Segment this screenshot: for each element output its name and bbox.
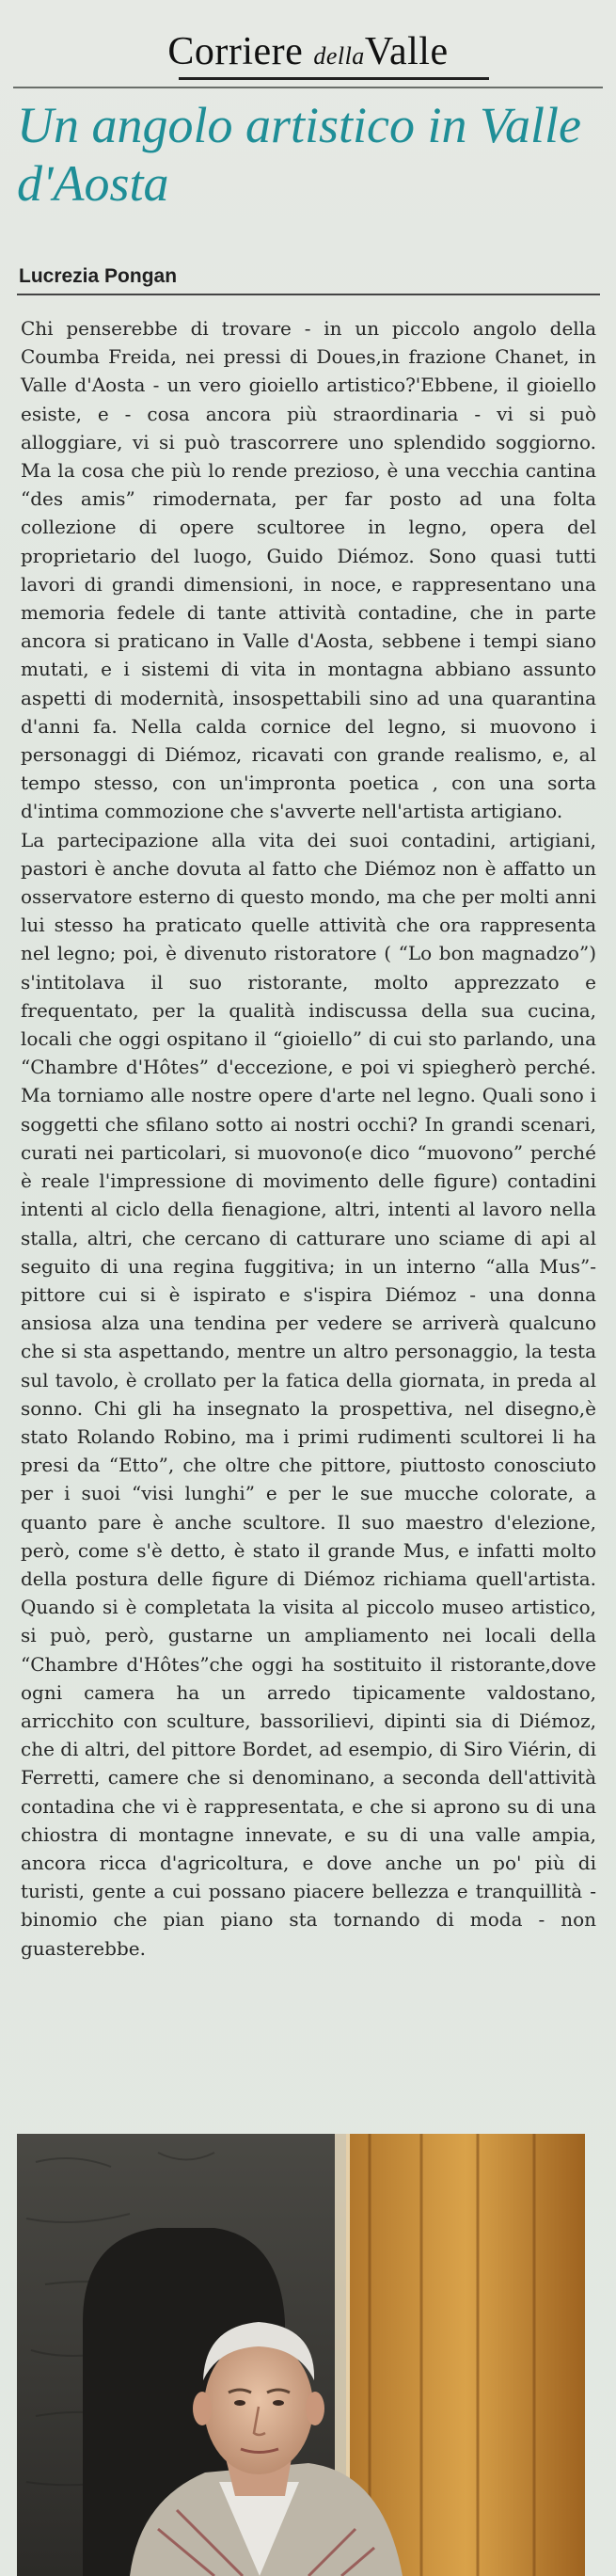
masthead-name-valle: Valle: [364, 30, 449, 73]
article-body: [21, 314, 596, 1963]
article-byline: Lucrezia Pongan: [19, 265, 178, 287]
masthead-name-corriere: Corriere: [167, 30, 314, 73]
byline-rule: [17, 294, 600, 295]
article-photo: [17, 2134, 585, 2576]
masthead-name-della: della: [313, 42, 365, 70]
top-divider: [13, 87, 603, 88]
article-paragraph-2: La partecipazione alla vita dei suoi contadini, artigiani, pastori è anche dovuta al fatto che Diémoz non è affatto un osservatore esterno di questo mondo, ma che per molti anni lui stesso ha praticato quelle attività che ora rappresenta nel legno; poi, è divenuto ristoratore ( “Lo bon magnadzo”) s'intitolava il suo ristorante, molto apprezzato e frequentato, per la qualità indiscussa della sua cucina, locali che oggi ospitano il “gioiello” di cui sto parlando, una “Chambre d'Hôtes” d'eccezione, e poi vi spiegherò perché. Ma torniamo alle nostre opere d'arte nel legno. Quali sono i soggetti che sfilano sotto ai nostri occhi? In grandi scenari, curati nei particolari, si muovono(e dico “muovono” perché è reale l'impressione di movimento delle figure) contadini intenti al ciclo della fienagione, altri, intenti al lavoro nella stalla, altri, che cercano di catturare uno sciame di api al seguito di una regina fuggitiva; in un interno “alla Mus”- pittore cui si è ispirato e s'ispira Diémoz - una donna ansiosa alza una tendina per vedere se arriverà qualcuno che si sta aspettando, mentre un altro personaggio, la testa sul tavolo, è crollato per la fatica della giornata, in preda al sonno. Chi gli ha insegnato la prospettiva, nel disegno,è stato Rolando Robino, ma i primi rudimenti scultorei li ha presi da “Etto”, che oltre che pittore, piuttosto conosciuto per i suoi “visi lunghi” e per le sue mucche colorate, a quanto pare è anche scultore. Il suo maestro d'elezione, però, come s'è detto, è stato il grande Mus, e infatti molto della postura delle figure di Diémoz richiama quell'artista. Quando si è completata la visita al piccolo museo artistico, si può, però, gustarne un ampliamento nei locali della “Chambre d'Hôtes”che oggi ha sostituito il ristorante,dove ogni camera ha un arredo tipicamente valdostano, arricchito con sculture, bassorilievi, dipinti sia di Diémoz, che di altri, del pittore Bordet, ad esempio, di Siro Viérin, di Ferretti, camere che si denominano, a seconda dell'attività contadina che vi è rappresentata, e che si aprono su di una chiostra di montagne innevate, e su di una valle ampia, ancora ricca d'agricoltura, e dove anche un po' più di turisti, gente a cui possano piacere bellezza e tranquillità - binomio che pian piano sta tornando di moda - non guasterebbe.: [21, 828, 596, 1960]
photo-portrait-illustration: [17, 2134, 585, 2576]
masthead-underline: [179, 77, 489, 80]
article-paragraph-1: Chi penserebbe di trovare - in un piccolo angolo della Coumba Freida, nei pressi di Doues,in frazione Chanet, in Valle d'Aosta - un vero gioiello artistico?'Ebbene, il gioiello esiste, e - cosa ancora più straordinaria - vi si può alloggiare, vi si può trascorrere uno splendido soggiorno. Ma la cosa che più lo rende prezioso, è una vecchia cantina “des amis” rimodernata, per far posto ad una folta collezione di opere scultoree in legno, opera del proprietario del luogo, Guido Diémoz. Sono quasi tutti lavori di grandi dimensioni, in noce, e rappresentano una memoria fedele di tante attività contadine, che in parte ancora si praticano in Valle d'Aosta, sebbene i tempi siano mutati, e i sistemi di vita in montagna abbiano assunto aspetti di modernità, insospettabili sino ad una quarantina d'anni fa. Nella calda cornice del legno, si muovono i personaggi di Diémoz, ricavati con grande realismo, e, al tempo stesso, con un'impronta poetica , con una sorta d'intima commozione che s'avverte nell'artista artigiano.: [21, 317, 596, 823]
article-headline: Un angolo artistico in Valle d'Aosta: [17, 97, 581, 212]
masthead-title: [167, 28, 448, 80]
masthead: [0, 28, 616, 85]
